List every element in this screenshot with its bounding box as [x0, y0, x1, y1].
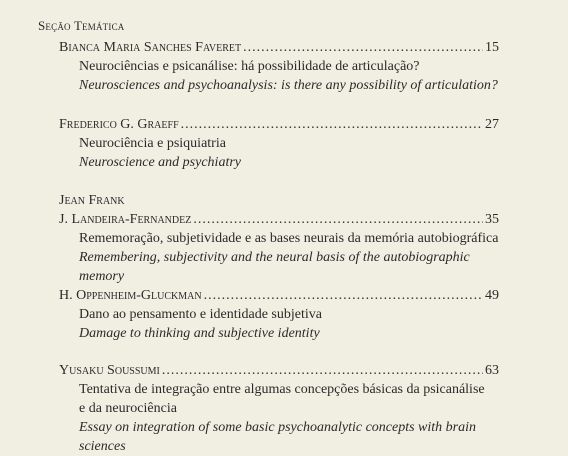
article-title-portuguese: Neurociência e psiquiatria — [79, 136, 226, 151]
author-line — [59, 210, 499, 229]
author-name: H. Oppenheim-Gluckman — [59, 288, 202, 303]
page-number: 27 — [485, 117, 499, 132]
author-line — [59, 361, 499, 380]
page-number: 35 — [485, 212, 499, 227]
article-title-portuguese-line-1: Tentativa de integração entre algumas concepções básicas da psicanálise — [79, 382, 485, 397]
page-number: 15 — [485, 40, 499, 55]
article-title-english: Remembering, subjectivity and the neural basis of the autobiographic memory — [79, 250, 470, 284]
page-number: 63 — [485, 363, 499, 378]
toc-entry — [59, 38, 499, 95]
author-name: J. Landeira-Fernandez — [59, 212, 192, 227]
article-title-english: Essay on integration of some basic psychoanalytic concepts with brain sciences — [79, 420, 477, 454]
coauthor-name: Jean Frank — [59, 193, 125, 208]
section-title: Seção Temática — [38, 18, 125, 33]
author-name: Yusaku Soussumi — [59, 363, 160, 378]
page-number: 49 — [485, 288, 499, 303]
article-title-portuguese: Neurociências e psicanálise: há possibilidade de articulação? — [79, 59, 420, 74]
dot-leader — [204, 286, 483, 305]
dot-leader — [162, 361, 483, 380]
author-line — [59, 38, 499, 57]
toc-entry — [59, 115, 499, 172]
article-title-portuguese: Rememoração, subjetividade e as bases neurais da memória autobiográfica — [79, 231, 499, 246]
article-title-english: Neurosciences and psychoanalysis: is there any possibility of articulation? — [79, 78, 498, 93]
author-line — [59, 115, 499, 134]
dot-leader — [193, 210, 483, 229]
author-name: Bianca Maria Sanches Faveret — [59, 40, 242, 55]
author-line — [59, 286, 499, 305]
toc-entry — [59, 191, 499, 286]
article-title-portuguese: Dano ao pensamento e identidade subjetiva — [79, 307, 322, 322]
article-title-english: Damage to thinking and subjective identity — [79, 326, 320, 341]
toc-entry — [59, 361, 499, 456]
dot-leader — [243, 38, 483, 57]
article-title-portuguese-line-2: e da neurociência — [79, 401, 177, 416]
article-title-english: Neuroscience and psychiatry — [79, 155, 241, 170]
author-name: Frederico G. Graeff — [59, 117, 179, 132]
dot-leader — [181, 115, 483, 134]
toc-entry — [59, 286, 499, 343]
